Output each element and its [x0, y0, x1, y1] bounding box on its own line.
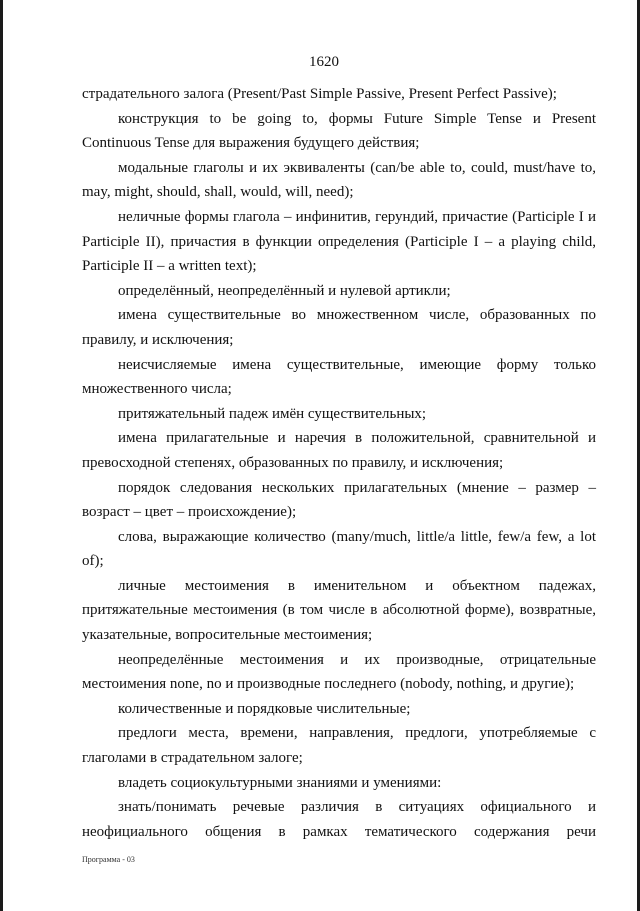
paragraph: слова, выражающие количество (many/much, little/a little, few/a few, a lot of);: [82, 528, 596, 570]
paragraph: порядок следования нескольких прилагательных (мнение – размер – возраст – цвет – происхождение);: [82, 479, 596, 521]
paragraph: неопределённые местоимения и их производные, отрицательные местоимения none, no и производные последнего (nobody, nothing, и другие);: [82, 651, 596, 693]
footer-label: Программа - 03: [82, 855, 135, 864]
paragraph: имена существительные во множественном числе, образованных по правилу, и исключения;: [82, 307, 596, 348]
paragraph: страдательного залога (Present/Past Simple Passive, Present Perfect Passive);: [82, 86, 557, 102]
paragraph: конструкция to be going to, формы Future Simple Tense и Present Continuous Tense для выражения будущего действия;: [82, 110, 596, 152]
page-left-edge: [0, 0, 3, 911]
paragraph: неличные формы глагола – инфинитив, герундий, причастие (Participle I и Participle II), причастия в функции определения (Participle I – a playing child, Participle II – a written text);: [82, 208, 596, 275]
paragraph: знать/понимать речевые различия в ситуациях официального и неофициального общения в рамках тематического содержания речи: [82, 799, 596, 840]
paragraph: притяжательный падеж имён существительных;: [118, 405, 427, 422]
paragraph: количественные и порядковые числительные;: [118, 700, 411, 717]
paragraph: владеть социокультурными знаниями и умениями:: [118, 774, 442, 791]
paragraph: личные местоимения в именительном и объектном падежах, притяжательные местоимения (в том числе в абсолютной форме), возвратные, указательные, вопросительные местоимения;: [82, 577, 596, 644]
paragraph: модальные глаголы и их эквиваленты (can/be able to, could, must/have to, may, might, should, shall, would, will, need);: [82, 159, 596, 201]
paragraph: предлоги места, времени, направления, предлоги, употребляемые с глаголами в страдательном залоге;: [82, 725, 596, 767]
paragraph: определённый, неопределённый и нулевой артикли;: [118, 282, 451, 299]
document-body: [82, 82, 596, 844]
page-number: 1620: [309, 54, 339, 70]
paragraph: имена прилагательные и наречия в положительной, сравнительной и превосходной степенях, образованных по правилу, и исключения;: [82, 430, 596, 471]
paragraph: неисчисляемые имена существительные, имеющие форму только множественного числа;: [82, 356, 596, 398]
